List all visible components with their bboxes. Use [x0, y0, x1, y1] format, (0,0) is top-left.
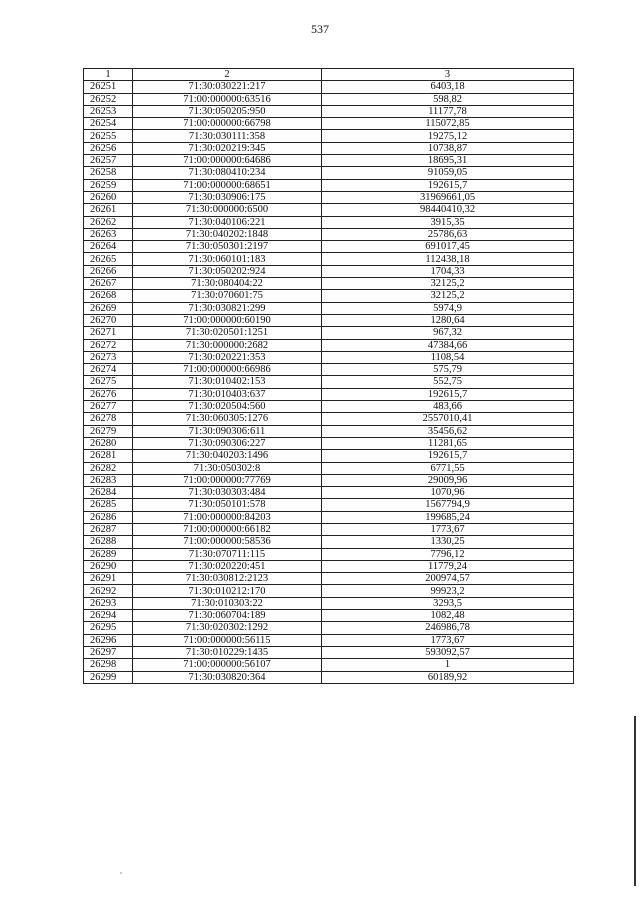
cadastral-number-cell: 71:30:030303:484: [133, 487, 322, 499]
cadastral-number-cell: 71:30:000000:2682: [133, 339, 322, 351]
row-number-cell: 26280: [84, 437, 133, 449]
row-number-cell: 26286: [84, 511, 133, 523]
table-row: [84, 179, 574, 191]
cadastral-number-cell: 71:30:050205:950: [133, 105, 322, 117]
cadastral-number-cell: 71:00:000000:56107: [133, 659, 322, 671]
value-cell: 575,79: [322, 364, 574, 376]
column-header: 3: [322, 69, 574, 81]
value-cell: 32125,2: [322, 278, 574, 290]
cadastral-number-cell: 71:30:090306:227: [133, 437, 322, 449]
row-number-cell: 26272: [84, 339, 133, 351]
table-row: [84, 560, 574, 572]
value-cell: 691017,45: [322, 241, 574, 253]
row-number-cell: 26296: [84, 634, 133, 646]
table-row: [84, 351, 574, 363]
table-row: [84, 302, 574, 314]
value-cell: 10738,87: [322, 142, 574, 154]
cadastral-number-cell: 71:30:020221:353: [133, 351, 322, 363]
value-cell: 47384,66: [322, 339, 574, 351]
table-row: [84, 425, 574, 437]
table-row: [84, 511, 574, 523]
value-cell: 1330,25: [322, 536, 574, 548]
row-number-cell: 26263: [84, 228, 133, 240]
row-number-cell: 26270: [84, 314, 133, 326]
value-cell: 1082,48: [322, 610, 574, 622]
table-row: [84, 216, 574, 228]
row-number-cell: 26282: [84, 462, 133, 474]
cadastral-number-cell: 71:30:020501:1251: [133, 327, 322, 339]
cadastral-number-cell: 71:30:080404:22: [133, 278, 322, 290]
value-cell: 1070,96: [322, 487, 574, 499]
table-row: [84, 388, 574, 400]
value-cell: 11779,24: [322, 560, 574, 572]
value-cell: 31969661,05: [322, 191, 574, 203]
value-cell: 1773,67: [322, 634, 574, 646]
value-cell: 1567794,9: [322, 499, 574, 511]
value-cell: 18695,31: [322, 155, 574, 167]
value-cell: 967,32: [322, 327, 574, 339]
table-row: [84, 339, 574, 351]
row-number-cell: 26259: [84, 179, 133, 191]
value-cell: 199685,24: [322, 511, 574, 523]
row-number-cell: 26262: [84, 216, 133, 228]
value-cell: 32125,2: [322, 290, 574, 302]
row-number-cell: 26255: [84, 130, 133, 142]
table-row: [84, 450, 574, 462]
table-row: [84, 155, 574, 167]
row-number-cell: 26276: [84, 388, 133, 400]
value-cell: 192615,7: [322, 179, 574, 191]
table-row: [84, 659, 574, 671]
table-row: [84, 622, 574, 634]
cadastral-number-cell: 71:30:010403:637: [133, 388, 322, 400]
value-cell: 1108,54: [322, 351, 574, 363]
cadastral-number-cell: 71:00:000000:66798: [133, 118, 322, 130]
row-number-cell: 26284: [84, 487, 133, 499]
value-cell: 19275,12: [322, 130, 574, 142]
value-cell: 11177,78: [322, 105, 574, 117]
row-number-cell: 26288: [84, 536, 133, 548]
cadastral-number-cell: 71:00:000000:84203: [133, 511, 322, 523]
table-row: [84, 487, 574, 499]
cadastral-number-cell: 71:30:020504:560: [133, 401, 322, 413]
cadastral-number-cell: 71:30:060101:183: [133, 253, 322, 265]
value-cell: 6771,55: [322, 462, 574, 474]
cadastral-number-cell: 71:30:020302:1292: [133, 622, 322, 634]
value-cell: 3915,35: [322, 216, 574, 228]
table-row: [84, 191, 574, 203]
value-cell: 593092,57: [322, 646, 574, 658]
value-cell: 3293,5: [322, 597, 574, 609]
cadastral-number-cell: 71:30:070601:75: [133, 290, 322, 302]
table-row: [84, 671, 574, 683]
value-cell: 598,82: [322, 93, 574, 105]
cadastral-number-cell: 71:30:010229:1435: [133, 646, 322, 658]
cadastral-number-cell: 71:30:000000:6500: [133, 204, 322, 216]
row-number-cell: 26257: [84, 155, 133, 167]
cadastral-number-cell: 71:30:060305:1276: [133, 413, 322, 425]
cadastral-number-cell: 71:00:000000:68651: [133, 179, 322, 191]
cadastral-number-cell: 71:30:030820:364: [133, 671, 322, 683]
column-header: 2: [133, 69, 322, 81]
table-row: [84, 634, 574, 646]
value-cell: 7796,12: [322, 548, 574, 560]
cadastral-number-cell: 71:30:060704:189: [133, 610, 322, 622]
row-number-cell: 26267: [84, 278, 133, 290]
value-cell: 6403,18: [322, 81, 574, 93]
value-cell: 483,66: [322, 401, 574, 413]
value-cell: 115072,85: [322, 118, 574, 130]
cadastral-number-cell: 71:30:040202:1848: [133, 228, 322, 240]
cadastral-number-cell: 71:00:000000:56115: [133, 634, 322, 646]
value-cell: 200974,57: [322, 573, 574, 585]
value-cell: 25786,63: [322, 228, 574, 240]
cadastral-number-cell: 71:00:000000:58536: [133, 536, 322, 548]
table-row: [84, 548, 574, 560]
row-number-cell: 26271: [84, 327, 133, 339]
table-row: [84, 462, 574, 474]
table-row: [84, 437, 574, 449]
value-cell: 98440410,32: [322, 204, 574, 216]
value-cell: 1: [322, 659, 574, 671]
row-number-cell: 26253: [84, 105, 133, 117]
value-cell: 192615,7: [322, 388, 574, 400]
table-row: [84, 204, 574, 216]
table-row: [84, 93, 574, 105]
value-cell: 1704,33: [322, 265, 574, 277]
row-number-cell: 26264: [84, 241, 133, 253]
table-row: [84, 585, 574, 597]
value-cell: 1773,67: [322, 523, 574, 535]
row-number-cell: 26266: [84, 265, 133, 277]
table-row: [84, 118, 574, 130]
value-cell: 35456,62: [322, 425, 574, 437]
row-number-cell: 26281: [84, 450, 133, 462]
row-number-cell: 26278: [84, 413, 133, 425]
value-cell: 2557010,41: [322, 413, 574, 425]
row-number-cell: 26283: [84, 474, 133, 486]
cadastral-number-cell: 71:30:010212:170: [133, 585, 322, 597]
cadastral-number-cell: 71:00:000000:66182: [133, 523, 322, 535]
cadastral-number-cell: 71:30:080410:234: [133, 167, 322, 179]
table-row: [84, 413, 574, 425]
row-number-cell: 26254: [84, 118, 133, 130]
row-number-cell: 26260: [84, 191, 133, 203]
cadastral-number-cell: 71:00:000000:64686: [133, 155, 322, 167]
page-number: 537: [311, 22, 329, 36]
row-number-cell: 26279: [84, 425, 133, 437]
table-row: [84, 278, 574, 290]
cadastral-number-cell: 71:30:020219:345: [133, 142, 322, 154]
cadastral-number-cell: 71:30:030111:358: [133, 130, 322, 142]
cadastral-number-cell: 71:30:030906:175: [133, 191, 322, 203]
row-number-cell: 26268: [84, 290, 133, 302]
row-number-cell: 26251: [84, 81, 133, 93]
cadastral-number-cell: 71:00:000000:66986: [133, 364, 322, 376]
value-cell: 91059,05: [322, 167, 574, 179]
table-row: [84, 646, 574, 658]
row-number-cell: 26293: [84, 597, 133, 609]
row-number-cell: 26295: [84, 622, 133, 634]
table-row: [84, 597, 574, 609]
row-number-cell: 26294: [84, 610, 133, 622]
table-row: [84, 327, 574, 339]
row-number-cell: 26298: [84, 659, 133, 671]
value-cell: 112438,18: [322, 253, 574, 265]
value-cell: 5974,9: [322, 302, 574, 314]
row-number-cell: 26273: [84, 351, 133, 363]
row-number-cell: 26277: [84, 401, 133, 413]
row-number-cell: 26297: [84, 646, 133, 658]
row-number-cell: 26274: [84, 364, 133, 376]
value-cell: 192615,7: [322, 450, 574, 462]
value-cell: 552,75: [322, 376, 574, 388]
column-header: 1: [84, 69, 133, 81]
table-row: [84, 167, 574, 179]
row-number-cell: 26289: [84, 548, 133, 560]
value-cell: 11281,65: [322, 437, 574, 449]
row-number-cell: 26287: [84, 523, 133, 535]
registry-table: [83, 68, 574, 684]
table-body: [84, 81, 574, 684]
cadastral-number-cell: 71:30:050202:924: [133, 265, 322, 277]
value-cell: 29009,96: [322, 474, 574, 486]
table-row: [84, 314, 574, 326]
cadastral-number-cell: 71:30:050301:2197: [133, 241, 322, 253]
cadastral-number-cell: 71:30:030812:2123: [133, 573, 322, 585]
cadastral-number-cell: 71:30:010402:153: [133, 376, 322, 388]
table-row: [84, 474, 574, 486]
row-number-cell: 26290: [84, 560, 133, 572]
table-row: [84, 499, 574, 511]
cadastral-number-cell: 71:00:000000:63516: [133, 93, 322, 105]
row-number-cell: 26261: [84, 204, 133, 216]
cadastral-number-cell: 71:30:040106:221: [133, 216, 322, 228]
row-number-cell: 26299: [84, 671, 133, 683]
cadastral-number-cell: 71:30:030221:217: [133, 81, 322, 93]
row-number-cell: 26275: [84, 376, 133, 388]
table-row: [84, 401, 574, 413]
table-row: [84, 253, 574, 265]
value-cell: 99923,2: [322, 585, 574, 597]
value-cell: 1280,64: [322, 314, 574, 326]
table-row: [84, 573, 574, 585]
row-number-cell: 26292: [84, 585, 133, 597]
table-row: [84, 523, 574, 535]
table-row: [84, 142, 574, 154]
table-header-row: [84, 69, 574, 81]
cadastral-number-cell: 71:30:040203:1496: [133, 450, 322, 462]
table-row: [84, 228, 574, 240]
cadastral-number-cell: 71:30:050101:578: [133, 499, 322, 511]
table-row: [84, 290, 574, 302]
table-row: [84, 130, 574, 142]
value-cell: 60189,92: [322, 671, 574, 683]
row-number-cell: 26252: [84, 93, 133, 105]
cadastral-number-cell: 71:00:000000:77769: [133, 474, 322, 486]
cadastral-number-cell: 71:30:020220:451: [133, 560, 322, 572]
table-row: [84, 376, 574, 388]
cadastral-number-cell: 71:30:090306:611: [133, 425, 322, 437]
cadastral-number-cell: 71:30:010303:22: [133, 597, 322, 609]
value-cell: 246986,78: [322, 622, 574, 634]
cadastral-number-cell: 71:30:050302:8: [133, 462, 322, 474]
cadastral-number-cell: 71:30:070711:115: [133, 548, 322, 560]
table-row: [84, 81, 574, 93]
row-number-cell: 26285: [84, 499, 133, 511]
table-row: [84, 241, 574, 253]
scan-speck: [120, 872, 122, 874]
row-number-cell: 26265: [84, 253, 133, 265]
table-row: [84, 536, 574, 548]
scan-edge-mark: [634, 716, 636, 886]
cadastral-number-cell: 71:00:000000:60190: [133, 314, 322, 326]
table-row: [84, 610, 574, 622]
table-row: [84, 364, 574, 376]
row-number-cell: 26269: [84, 302, 133, 314]
row-number-cell: 26291: [84, 573, 133, 585]
table-row: [84, 105, 574, 117]
row-number-cell: 26256: [84, 142, 133, 154]
row-number-cell: 26258: [84, 167, 133, 179]
cadastral-number-cell: 71:30:030821:299: [133, 302, 322, 314]
table-row: [84, 265, 574, 277]
